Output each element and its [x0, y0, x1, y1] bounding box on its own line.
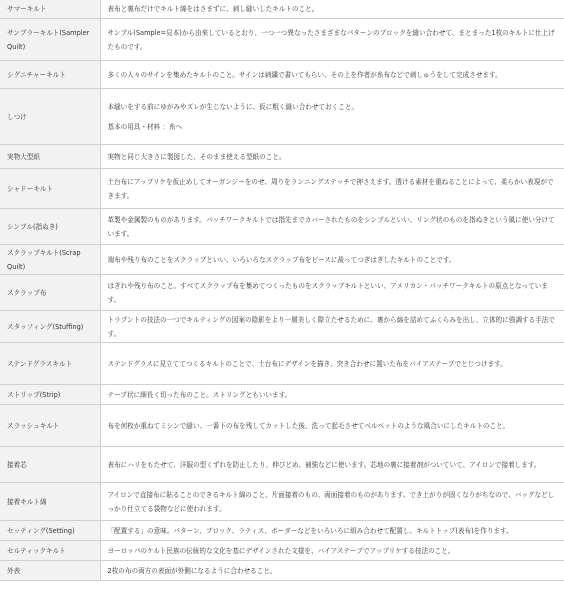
- glossary-term: スタッフィング(Stuffing): [0, 311, 100, 343]
- glossary-row: [0, 209, 564, 245]
- glossary-term: サマーキルト: [0, 0, 100, 19]
- glossary-term: スラッシュキルト: [0, 405, 100, 447]
- definition-paragraph: アイロンで直接布に貼ることのできるキルト綿のこと。片面接着のもの、両面接着のものがあります。でき上がりが固くなりがちなので、バッグなどしっかり仕立てる袋物などに使われます。: [107, 490, 555, 513]
- definition-paragraph: 基本の用具・材料 ：糸へ: [107, 122, 183, 131]
- glossary-row: [0, 541, 564, 561]
- glossary-row: [0, 61, 564, 89]
- glossary-row: [0, 145, 564, 169]
- glossary-term: シグニチャーキルト: [0, 61, 100, 89]
- glossary-definition: [100, 19, 564, 61]
- definition-paragraph: 本縫いをする前にゆがみやズレが生じないように、仮に粗く縫い合わせておくこと。: [107, 102, 359, 111]
- glossary-row: [0, 311, 564, 343]
- glossary-row: [0, 561, 564, 581]
- glossary-term: 実物大型紙: [0, 145, 100, 169]
- glossary-term: サンプラーキルト(Sampler Quilt): [0, 19, 100, 61]
- definition-paragraph: サンプル(Sample=見本)から由来しているとおり、一つ一つ異なったさまざまなパターンのブロックを縫い合わせて、まとまった1枚のキルトに仕上げたものです。: [107, 28, 555, 51]
- glossary-row: [0, 275, 564, 311]
- glossary-row: [0, 385, 564, 405]
- glossary-term: 接着キルト綿: [0, 483, 100, 521]
- glossary-term: セルティックキルト: [0, 541, 100, 561]
- glossary-definition: [100, 89, 564, 145]
- definition-paragraph: 実物と同じ大きさに製図した、そのまま使える型紙のこと。: [107, 152, 286, 161]
- definition-paragraph: 2枚の布の両方の表面が外側になるように合わせること。: [107, 566, 277, 575]
- definition-paragraph: 「配置する」の意味。パターン、ブロック、ラティス、ボーダーなどをいろいろに組み合わせて配置し、キルトトップ(表布)を作ります。: [107, 526, 513, 535]
- glossary-term: 接着芯: [0, 447, 100, 483]
- glossary-definition: [100, 209, 564, 245]
- definition-paragraph: ステンドグラスに見立ててつくるキルトのことで、土台布にデザインを描き、突き合わせに置いた布をバイアステープでとじつけます。: [107, 359, 507, 368]
- glossary-definition: [100, 541, 564, 561]
- glossary-definition: [100, 311, 564, 343]
- glossary-row: [0, 343, 564, 385]
- glossary-row: [0, 245, 564, 275]
- glossary-row: [0, 483, 564, 521]
- definition-paragraph: テープ状に細長く切った布のこと。ストリングともいいます。: [107, 390, 292, 399]
- glossary-term: ストリップ(Strip): [0, 385, 100, 405]
- glossary-term: シンブル(指ぬき): [0, 209, 100, 245]
- definition-paragraph: 端布や残り布のことをスクラップといい、いろいろなスクラップ布をピースに裁ってつぎはぎしたキルトのことです。: [107, 255, 456, 264]
- definition-paragraph: トラプントの技法の一つでキルティングの図案の陰影をより一層美しく際立たせるために、裏から綿を詰めてふくらみを出し、立体的に強調する手法です。: [107, 315, 555, 338]
- glossary-definition: [100, 483, 564, 521]
- definition-paragraph: 土台布にアップリケを仮止めしてオーガンジーをのせ、周りをランニングステッチで押さえます。透ける素材を重ねることによって、柔らかい表現ができます。: [107, 177, 554, 200]
- glossary-definition: [100, 521, 564, 541]
- glossary-row: [0, 521, 564, 541]
- glossary-definition: [100, 343, 564, 385]
- glossary-definition: [100, 61, 564, 89]
- glossary-definition: [100, 385, 564, 405]
- glossary-term: 外表: [0, 561, 100, 581]
- glossary-definition: [100, 447, 564, 483]
- glossary-row: [0, 447, 564, 483]
- definition-paragraph: 表布と裏布だけでキルト綿をはさまずに、刺し縫いしたキルトのこと。: [107, 4, 319, 13]
- glossary-definition: [100, 169, 564, 209]
- glossary-row: [0, 169, 564, 209]
- glossary-definition: [100, 145, 564, 169]
- glossary-row: [0, 0, 564, 19]
- definition-paragraph: ヨーロッパのケルト民族の伝統的な文化を基にデザインされた文様を、バイアステープでアップリケする技法のこと。: [107, 546, 455, 555]
- glossary-row: [0, 405, 564, 447]
- definition-paragraph: 革製や金属製のものがあります。パッチワークキルトでは指先までカバーされたものをシンブルといい、リング状のものを指ぬきという風に使い分けています。: [107, 215, 555, 238]
- definition-paragraph: 多くの人々のサインを集めたキルトのこと。サインは刺繍で書いてもらい、その上を作者が糸布などで刺しゅうをして完成させます。: [107, 70, 502, 79]
- glossary-term: セッティング(Setting): [0, 521, 100, 541]
- glossary-term: ステンドグラスキルト: [0, 343, 100, 385]
- glossary-term: シャドーキルト: [0, 169, 100, 209]
- glossary-definition: [100, 275, 564, 311]
- glossary-definition: [100, 405, 564, 447]
- glossary-term: スクラップキルト(Scrap Quilt): [0, 245, 100, 275]
- glossary-term: しつけ: [0, 89, 100, 145]
- definition-paragraph: 表布にハリをもたせて、洋服の型くずれを防止したり、伸びどめ、補強などに使います。芯地の裏に接着剤がついていて、アイロンで接着します。: [107, 460, 541, 469]
- glossary-term: スクラップ布: [0, 275, 100, 311]
- glossary-row: [0, 89, 564, 145]
- glossary-definition: [100, 561, 564, 581]
- definition-paragraph: 布を何枚か重ねてミシンで縫い、一番下の布を残してカットした後、洗って起毛させてベルベットのような風合いにしたキルトのこと。: [107, 421, 510, 430]
- glossary-definition: [100, 0, 564, 19]
- glossary-row: [0, 19, 564, 61]
- definition-paragraph: はぎれや残り布のこと。すべてスクラップ布を集めてつくったものをスクラップキルトといい、アメリカン・パッチワークキルトの原点となっています。: [107, 281, 548, 304]
- glossary-definition: [100, 245, 564, 275]
